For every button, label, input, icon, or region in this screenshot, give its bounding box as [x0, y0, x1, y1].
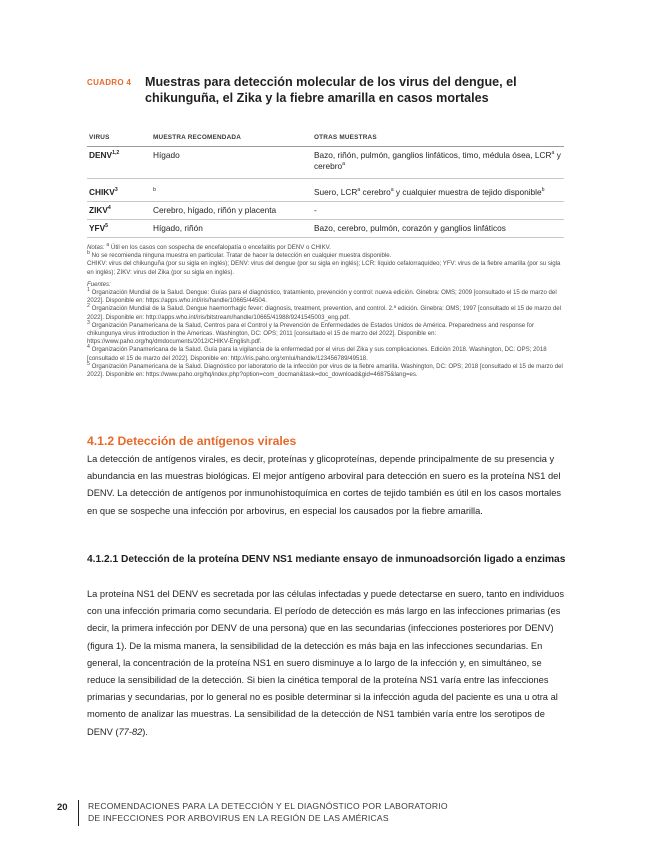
table-notes: [87, 241, 565, 379]
recommended-cell: b: [151, 179, 312, 202]
virus-cell: CHIKV$^3$: [87, 179, 151, 202]
note-abbreviations: CHIKV: virus del chikunguña (por su sigla en inglés); DENV: virus del dengue (por su sigla en inglés); LCR: líquido cefalorraquídeo; YFV: virus de la fiebre amarilla (por su sigla en inglés); ZIKV: virus del Zika (por su sigla en inglés).: [87, 260, 561, 276]
citation-range: 77-82: [118, 726, 143, 737]
col-header-virus: VIRUS: [87, 131, 151, 147]
footer-divider: [78, 800, 79, 826]
box-title: Muestras para detección molecular de los virus del dengue, el chikunguña, el Zika y la fiebre amarilla en casos mortales: [145, 75, 517, 105]
source-item: $^1$ Organización Mundial de la Salud. Dengue: Guías para el diagnóstico, tratamiento, prevención y control: nueva edición. Ginebra: OMS; 2009 [consultado el 15 de marzo del 2022]. Disponible en: https://apps.who.int/iris/handle/10665/44504.: [87, 286, 557, 305]
running-title: RECOMENDACIONES PARA LA DETECCIÓN Y EL DIAGNÓSTICO POR LABORATORIO DE INFECCIONES POR ARBOVIRUS EN LA REGIÓN DE LAS AMÉRICAS: [88, 801, 448, 823]
recommended-cell: Hígado, riñón: [151, 220, 312, 238]
virus-cell: DENV$^{1,2}$: [87, 147, 151, 179]
subsection-heading: 4.1.2.1 Detección de la proteína DENV NS1 mediante ensayo de inmunoadsorción ligado a enzimas: [87, 554, 566, 565]
source-item: $^2$ Organización Mundial de la Salud. Dengue haemorrhagic fever: diagnosis, treatment, prevention, and control. 2.ª edición. Ginebra: OMS; 1997 [consultado el 15 de marzo del 2022]. Disponible en: http://apps.who.int/iris/bitstream/handle/10665/41988/9241545003_eng.pdf.: [87, 303, 561, 321]
table-row: [87, 147, 564, 179]
section-paragraph: La detección de antígenos virales, es decir, proteínas y glicoproteínas, depende principalmente de su presencia y abundancia en las muestras biológicas. El mejor antígeno arboviral para detección en suero es la proteína NS1 del DENV. La detección de antígenos por inmunohistoquímica en cortes de tejido también es útil en los casos mortales en que se sospeche una infección por arbovirus, en especial los causados por la fiebre amarilla.: [87, 454, 562, 516]
section-heading: 4.1.2 Detección de antígenos virales: [87, 434, 297, 448]
sources-label: Fuentes:: [87, 280, 111, 288]
virus-sample-table: [87, 131, 564, 238]
recommended-cell: Hígado: [151, 147, 312, 179]
table-row: [87, 179, 564, 202]
table-row: [87, 202, 564, 220]
box-tag: CUADRO 4: [87, 78, 132, 87]
table-header-row: [87, 131, 564, 147]
source-item: $^4$ Organización Panamericana de la Salud. Guía para la vigilancia de la enfermedad por el virus del Zika y sus complicaciones. Edición 2018. Washington, DC: OPS; 2018 [consultado el 15 de marzo del 2022]. Disponible en: http://iris.paho.org/xmlui/handle/123456789/49518.: [87, 344, 547, 362]
others-cell: Bazo, riñón, pulmón, ganglios linfáticos, timo, médula ósea, LCR$^a$ y cerebro$^a$: [312, 147, 564, 179]
page-footer: [57, 800, 448, 826]
recommended-cell: Cerebro, hígado, riñón y placenta: [151, 202, 312, 220]
col-header-others: OTRAS MUESTRAS: [312, 131, 564, 147]
source-item: $^3$ Organización Panamericana de la Salud, Centros para el Control y la Prevención de Enfermedades de Estados Unidos de América. Preparedness and response for chikungunya virus introduction in the Americas. Washington, DC: OPS; 2011 [consultado el 15 de marzo del 2022]. Disponible en: https://www.paho.org/hq/dmdocuments/2012/CHIKV-English.pdf.: [87, 319, 534, 346]
box-header: [87, 74, 567, 106]
source-item: $^5$ Organización Panamericana de la Salud. Diagnóstico por laboratorio de la infección por virus de la fiebre amarilla. Washington, DC: OPS; 2018 [consultado el 15 de marzo del 2022]. Disponible en: https://www.paho.org/hq/index.php?option=com_docman&task=doc_download&gid=46875&lang=es.: [87, 360, 563, 379]
note-a: Notas: $^a$ Útil en los casos con sospecha de encefalopatía o encefalitis por DENV o CHIKV.: [87, 241, 331, 251]
page-number: 20: [57, 802, 68, 813]
others-cell: -: [312, 202, 564, 220]
col-header-recommended: MUESTRA RECOMENDADA: [151, 131, 312, 147]
note-b: $^b$ No se recomienda ninguna muestra en particular. Tratar de hacer la detección en cualquier muestra disponible.: [87, 250, 392, 260]
others-cell: Suero, LCR$^a$ cerebro$^a$ y cualquier muestra de tejido disponible$^b$: [312, 179, 564, 202]
virus-cell: ZIKV$^4$: [87, 202, 151, 220]
virus-cell: YFV$^5$: [87, 220, 151, 238]
table-row: [87, 220, 564, 238]
others-cell: Bazo, cerebro, pulmón, corazón y ganglios linfáticos: [312, 220, 564, 238]
subsection-paragraph: La proteína NS1 del DENV es secretada por las células infectadas y puede detectarse en suero, tanto en individuos con una infección primaria como secundaria. El período de detección es más largo en las infecciones primarias (es decir, la primera infección por DENV de una persona) que en las secundarias (infecciones posteriores por DENV) (figura 1). De la misma manera, la sensibilidad de la detección es más baja en las infecciones secundarias. En general, la concentración de la proteína NS1 en suero disminuye a lo largo de la infección y, en simultáneo, se reduce la sensibilidad de la detección. Si bien la cinética temporal de la proteína NS1 varía entre las infecciones primarias y secundarias, por lo general no es posible determinar si la infección aguda del paciente es una u otra al momento de analizar las muestras. La sensibilidad de la detección de NS1 también varía entre los serotipos de DENV (77-82).: [87, 589, 565, 737]
